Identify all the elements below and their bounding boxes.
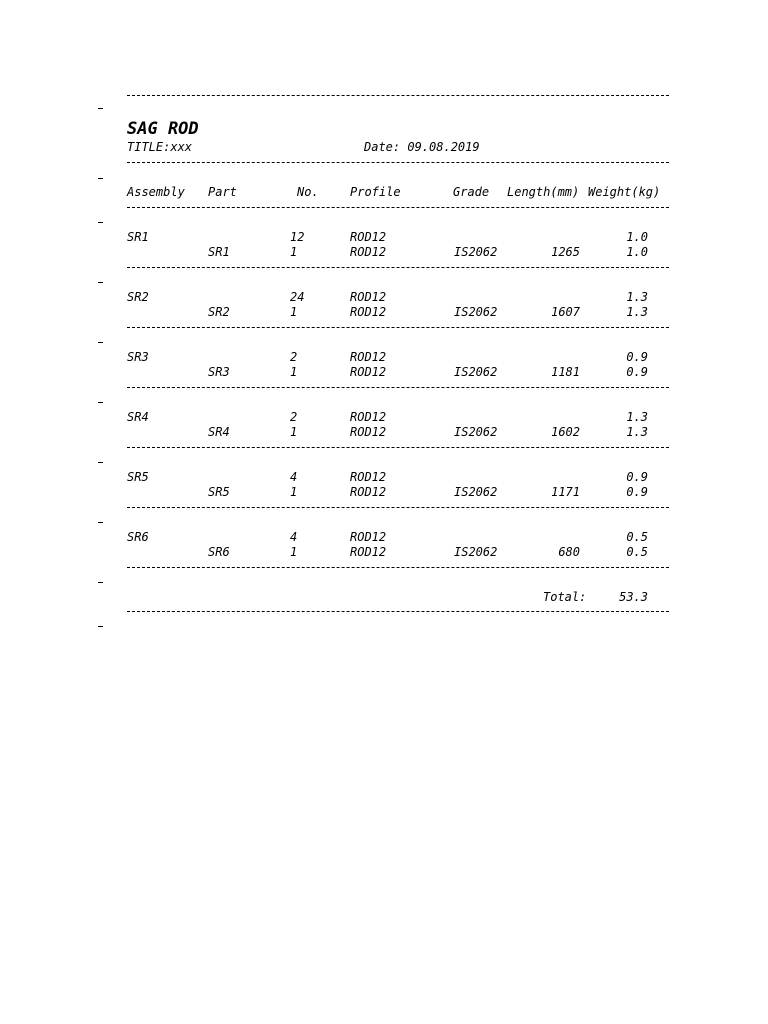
part-grade: IS2062 [454,245,498,259]
separator-line [127,207,669,208]
part-grade: IS2062 [454,485,498,499]
column-header-grade: Grade [453,185,490,199]
column-header-assembly: Assembly [127,185,185,199]
column-header-no: No. [297,185,319,199]
assembly-quantity: 2 [290,410,298,424]
assembly-weight: 1.0 [626,230,648,244]
margin-mark [98,402,103,403]
assembly-profile: ROD12 [350,410,387,424]
assembly-name: SR6 [127,530,149,544]
part-weight: 1.3 [626,305,648,319]
part-name: SR6 [208,545,230,559]
part-quantity: 1 [290,425,298,439]
part-weight: 0.9 [626,365,648,379]
part-length: 1171 [551,485,580,499]
assembly-quantity: 24 [290,290,305,304]
assembly-name: SR4 [127,410,149,424]
separator-line [127,95,669,96]
assembly-name: SR2 [127,290,149,304]
part-length: 680 [558,545,580,559]
part-quantity: 1 [290,485,298,499]
part-length: 1181 [551,365,580,379]
assembly-name: SR1 [127,230,149,244]
separator-line [127,387,669,388]
assembly-name: SR5 [127,470,149,484]
separator-line [127,611,669,612]
margin-mark [98,108,103,109]
assembly-profile: ROD12 [350,350,387,364]
part-weight: 1.3 [626,425,648,439]
assembly-profile: ROD12 [350,530,387,544]
title-line: TITLE:xxx [127,140,193,154]
column-header-weight: Weight(kg) [588,185,661,199]
separator-line [127,162,669,163]
part-profile: ROD12 [350,365,387,379]
part-quantity: 1 [290,245,298,259]
part-weight: 0.9 [626,485,648,499]
assembly-weight: 0.9 [626,350,648,364]
part-profile: ROD12 [350,425,387,439]
part-length: 1602 [551,425,580,439]
report-title: SAG ROD [127,119,199,139]
report-date: Date: 09.08.2019 [364,140,480,154]
separator-line [127,507,669,508]
part-name: SR5 [208,485,230,499]
margin-mark [98,582,103,583]
part-weight: 0.5 [626,545,648,559]
assembly-name: SR3 [127,350,149,364]
part-name: SR3 [208,365,230,379]
part-profile: ROD12 [350,485,387,499]
margin-mark [98,462,103,463]
margin-mark [98,178,103,179]
assembly-weight: 1.3 [626,410,648,424]
margin-mark [98,522,103,523]
assembly-weight: 1.3 [626,290,648,304]
margin-mark [98,282,103,283]
part-length: 1265 [551,245,580,259]
margin-mark [98,626,103,627]
part-weight: 1.0 [626,245,648,259]
total-value: 53.3 [619,590,648,604]
separator-line [127,567,669,568]
margin-mark [98,342,103,343]
part-grade: IS2062 [454,365,498,379]
separator-line [127,327,669,328]
part-name: SR2 [208,305,230,319]
assembly-profile: ROD12 [350,230,387,244]
part-quantity: 1 [290,545,298,559]
margin-mark [98,222,103,223]
part-grade: IS2062 [454,305,498,319]
assembly-weight: 0.9 [626,470,648,484]
assembly-quantity: 12 [290,230,305,244]
part-grade: IS2062 [454,425,498,439]
part-name: SR4 [208,425,230,439]
total-label: Total: [543,590,587,604]
separator-line [127,447,669,448]
column-header-profile: Profile [350,185,401,199]
part-quantity: 1 [290,365,298,379]
assembly-profile: ROD12 [350,290,387,304]
assembly-profile: ROD12 [350,470,387,484]
part-profile: ROD12 [350,545,387,559]
part-profile: ROD12 [350,245,387,259]
assembly-weight: 0.5 [626,530,648,544]
part-name: SR1 [208,245,230,259]
separator-line [127,267,669,268]
part-profile: ROD12 [350,305,387,319]
assembly-quantity: 2 [290,350,298,364]
assembly-quantity: 4 [290,530,298,544]
part-grade: IS2062 [454,545,498,559]
part-length: 1607 [551,305,580,319]
part-quantity: 1 [290,305,298,319]
column-header-part: Part [208,185,237,199]
assembly-quantity: 4 [290,470,298,484]
column-header-length: Length(mm) [507,185,580,199]
